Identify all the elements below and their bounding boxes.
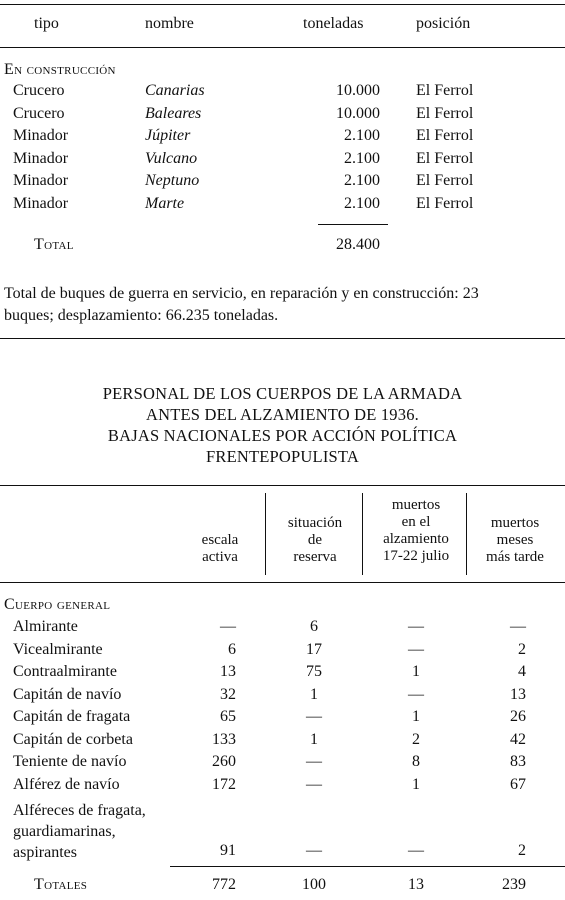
table2-header-divider [265,493,266,575]
table1-cell-posicion: El Ferrol [416,82,474,99]
table1-cell-toneladas: 2.100 [344,127,380,144]
table1-cell-tipo: Crucero [13,104,65,122]
table2-title-line-1: PERSONAL DE LOS CUERPOS DE LA ARMADA [102,384,463,403]
table2-last-row-escala: 91 [220,842,236,859]
header-line: muertos [391,497,441,513]
table1-total-label: Total [34,236,74,253]
table1-cell-tipo: Crucero [13,82,65,99]
table2-cell-reserva: 1 [310,685,318,703]
table1-header-tipo: tipo [34,15,59,32]
table1-cell-nombre: Canarias [145,82,205,99]
table2-header-divider [466,493,467,575]
table1-cell-nombre: Neptuno [145,172,200,189]
table2-cell-reserva: — [306,708,322,725]
table1-section-label: En construcción [4,61,116,78]
table2-cell-escala: 6 [228,640,236,658]
table2-cell-escala: 260 [212,753,236,770]
table2-title [0,383,565,467]
table2-cell-tarde: 4 [518,663,526,680]
row-label-line: Alféreces de fragata, [13,802,146,819]
table1-cell-posicion: El Ferrol [416,127,474,144]
table2-cell-tarde: 83 [510,753,526,770]
table2-last-row-alz: — [408,842,424,859]
table2-top-rule [0,485,565,486]
table1-cell-nombre: Vulcano [145,149,198,167]
table1-cell-tipo: Minador [13,149,69,167]
table2-cell-alz: 1 [412,708,420,725]
table2-cell-alz: 1 [412,663,420,680]
table2-cell-tarde: 2 [518,640,526,658]
table1-total-rule [318,224,388,225]
table2-section-label: Cuerpo general [4,596,111,613]
table2-cell-tarde: 26 [510,708,526,725]
table2-row-label: Capitán de navío [13,685,122,703]
row-label-line: guardiamarinas, [13,823,116,840]
table2-cell-escala: — [220,618,236,635]
table1-header-toneladas: toneladas [303,15,364,32]
table2-last-row-label [13,800,146,863]
table2-header-muertos-alzamiento [372,497,460,565]
table2-cell-escala: 65 [220,708,236,725]
table2-title-line-2: ANTES DEL ALZAMIENTO DE 1936. [146,405,419,424]
table2-cell-reserva: — [306,775,322,793]
summary-paragraph [4,283,564,327]
table2-totals-alz: 13 [408,876,424,893]
table2-row-label: Teniente de navío [13,753,127,770]
table1-total-value: 28.400 [336,236,380,253]
header-line: en el [401,514,431,530]
table1-cell-posicion: El Ferrol [416,194,474,212]
table2-totals-escala: 772 [212,876,236,893]
table2-cell-reserva: — [306,753,322,770]
table2-totals-rule [170,866,565,867]
header-line: 17-22 julio [382,548,450,564]
header-line: reserva [293,549,337,565]
table1-header-rule [0,47,565,48]
table2-cell-tarde: — [510,618,526,635]
table1-cell-toneladas: 2.100 [344,149,380,167]
table2-totals-reserva: 100 [302,876,326,893]
section-divider-rule [0,338,565,339]
table2-cell-reserva: 75 [306,663,322,680]
table2-cell-alz: — [408,685,424,703]
table2-header-divider [362,493,363,575]
table2-cell-alz: — [408,618,424,635]
header-line: escala [201,532,239,548]
table2-row-label: Almirante [13,618,78,635]
table1-cell-nombre: Marte [145,194,185,212]
table2-row-label: Vicealmirante [13,640,103,658]
table1-cell-nombre: Baleares [145,104,202,122]
table2-title-line-3: BAJAS NACIONALES POR ACCIÓN POLÍTICA [107,426,458,445]
table1-cell-posicion: El Ferrol [416,104,474,122]
table1-cell-tipo: Minador [13,172,69,189]
table2-cell-reserva: 17 [306,640,322,658]
table2-cell-escala: 133 [212,730,236,748]
table2-cell-tarde: 67 [510,775,526,793]
table1-cell-toneladas: 10.000 [336,82,380,99]
table2-cell-reserva: 1 [310,730,318,748]
header-line: muertos [490,515,540,531]
table2-cell-tarde: 13 [510,685,526,703]
table2-cell-alz: 8 [412,753,420,770]
table2-header-situacion [278,515,352,566]
table1-cell-toneladas: 2.100 [344,194,380,212]
row-label-line: aspirantes [13,844,77,861]
table2-cell-tarde: 42 [510,730,526,748]
table1-cell-toneladas: 10.000 [336,104,380,122]
table1-cell-toneladas: 2.100 [344,172,380,189]
table1-cell-tipo: Minador [13,194,69,212]
summary-line-2: buques; desplazamiento: 66.235 toneladas. [4,307,279,324]
summary-line-1: Total de buques de guerra en servicio, en reparación y en construcción: 23 [4,285,479,302]
table2-cell-escala: 172 [212,775,236,793]
table2-cell-alz: — [408,640,424,658]
header-line: activa [202,549,238,565]
table1-cell-posicion: El Ferrol [416,149,474,167]
header-line: más tarde [486,549,544,565]
table2-header-rule [0,582,565,583]
table2-cell-escala: 13 [220,663,236,680]
table2-cell-escala: 32 [220,685,236,703]
table2-last-row-tarde: 2 [518,842,526,859]
table1-cell-tipo: Minador [13,127,69,144]
table2-totals-tarde: 239 [502,876,526,893]
header-line: meses [496,532,534,548]
header-line: situación [287,515,343,531]
table2-row-label: Alférez de navío [13,775,120,793]
table1-cell-posicion: El Ferrol [416,172,474,189]
table1-top-rule [0,4,565,5]
table2-cell-reserva: 6 [310,618,318,635]
table2-cell-alz: 1 [412,775,420,793]
table2-header-muertos-tarde [474,515,556,566]
table2-header-escala [188,532,252,566]
table2-title-line-4: FRENTEPOPULISTA [206,447,359,466]
table1-cell-nombre: Júpiter [145,127,191,144]
header-line: alzamiento [383,531,449,547]
header-line: de [307,532,323,548]
table2-row-label: Capitán de corbeta [13,730,133,748]
table2-row-label: Contraalmirante [13,663,117,680]
table2-cell-alz: 2 [412,730,420,748]
table2-totals-label: Totales [34,876,88,893]
table1-header-nombre: nombre [145,15,194,32]
table1-header-posicion: posición [416,15,471,32]
table2-last-row-reserva: — [306,842,322,859]
table2-row-label: Capitán de fragata [13,708,131,725]
